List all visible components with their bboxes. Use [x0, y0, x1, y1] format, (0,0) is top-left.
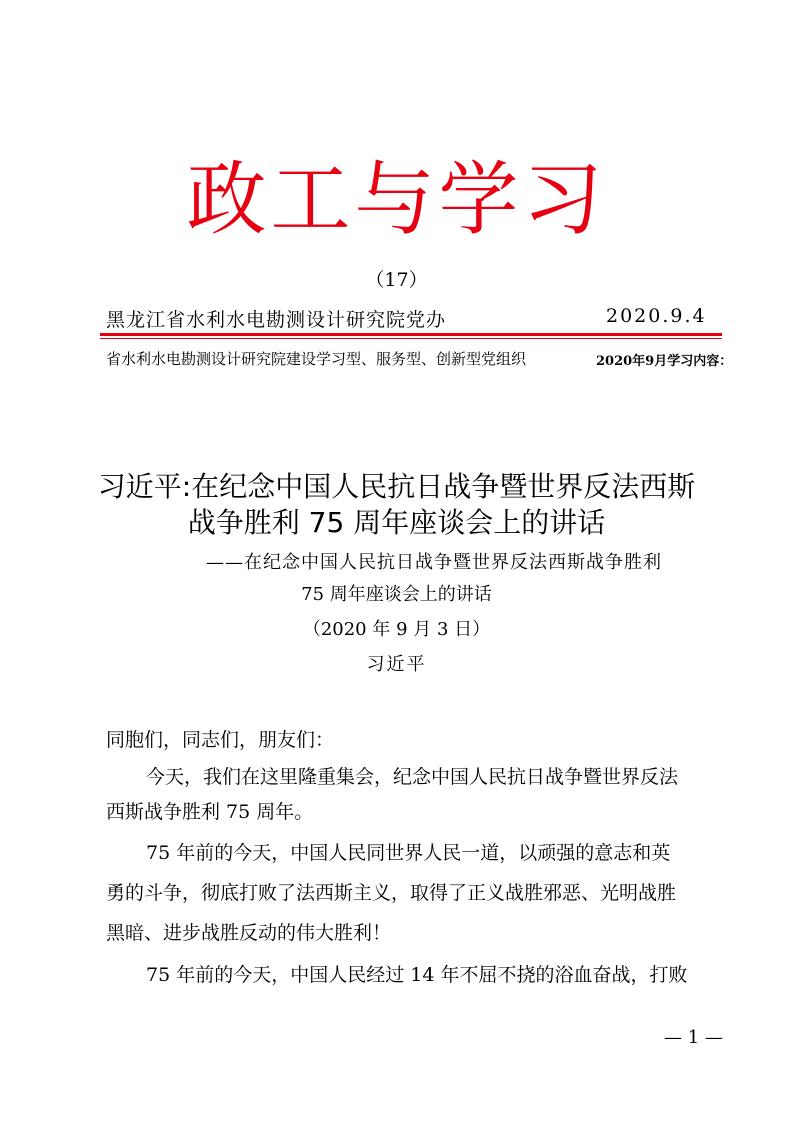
paragraph-1-line-1: 今天，我们在这里隆重集会，纪念中国人民抗日战争暨世界反法	[146, 766, 679, 788]
page-number: — 1 —	[664, 1027, 723, 1048]
issue-number: （17）	[365, 269, 428, 291]
paragraph-3-line-1: 75 年前的今天，中国人民经过 14 年不屈不挠的浴血奋战，打败	[146, 964, 688, 986]
paragraph-1-line-2: 西斯战争胜利 75 周年。	[106, 801, 314, 823]
subheading: 省水利水电勘测设计研究院建设学习型、服务型、创新型党组织	[106, 350, 527, 368]
publish-date: 2020.9.4	[606, 305, 707, 327]
speech-date: （2020 年 9 月 3 日）	[302, 619, 491, 640]
article-title-line-1: 习近平:在纪念中国人民抗日战争暨世界反法西斯	[97, 470, 696, 503]
paragraph-2-line-3: 黑暗、进步战胜反动的伟大胜利！	[106, 922, 392, 944]
greeting: 同胞们，同志们，朋友们：	[106, 729, 335, 751]
article-title-line-2: 战争胜利 75 周年座谈会上的讲话	[187, 506, 606, 539]
paragraph-2-line-2: 勇的斗争，彻底打败了法西斯主义，取得了正义战胜邪恶、光明战胜	[106, 882, 677, 904]
paragraph-2-line-1: 75 年前的今天，中国人民同世界人民一道，以顽强的意志和英	[146, 842, 671, 864]
masthead-title: 政工与学习	[186, 153, 607, 246]
organization-name: 黑龙江省水利水电勘测设计研究院党办	[106, 309, 447, 331]
study-label: 2020年9月学习内容：	[596, 354, 733, 369]
author-name: 习近平	[366, 654, 427, 675]
article-subtitle-line-2: 75 周年座谈会上的讲话	[301, 584, 492, 605]
header-divider-thin	[100, 338, 722, 339]
article-subtitle-line-1: ——在纪念中国人民抗日战争暨世界反法西斯战争胜利	[206, 552, 662, 573]
header-divider-thick	[100, 333, 722, 336]
